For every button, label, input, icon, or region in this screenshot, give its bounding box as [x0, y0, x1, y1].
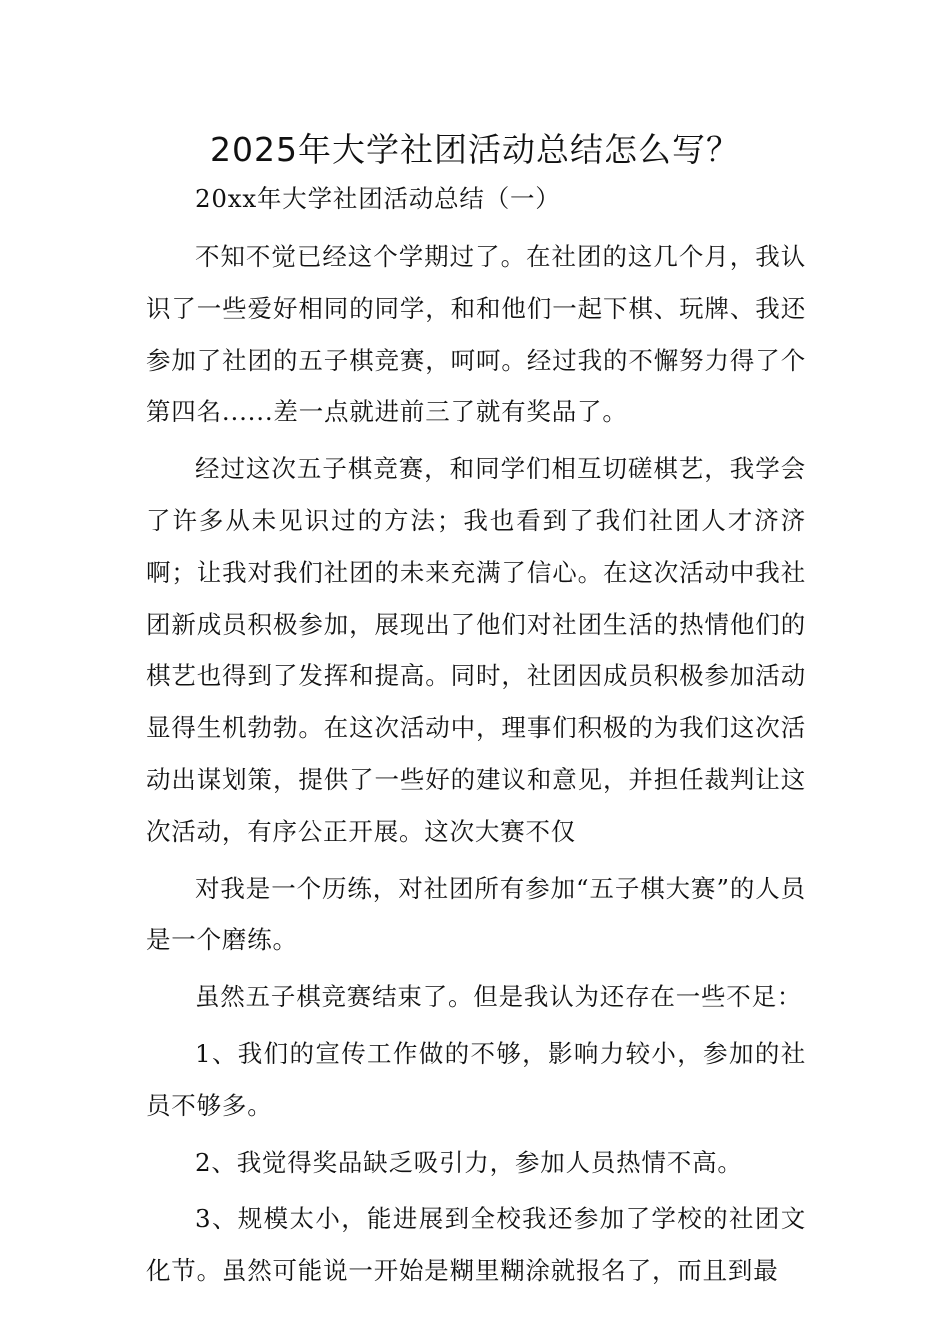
list-item-2: 2、我觉得奖品缺乏吸引力，参加人员热情不高。	[195, 1147, 743, 1177]
list-item-1: 1、我们的宣传工作做的不够，影响力较小，参加的社员不够多。	[146, 1038, 806, 1120]
document-body	[146, 180, 806, 1302]
document-title: 2025年大学社团活动总结怎么写？	[210, 130, 740, 169]
paragraph-3: 对我是一个历练，对社团所有参加“五子棋大赛”的人员是一个磨练。	[146, 873, 806, 955]
paragraph-1: 不知不觉已经这个学期过了。在社团的这几个月，我认识了一些爱好相同的同学，和和他们一起下棋、玩牌、我还参加了社团的五子棋竞赛，呵呵。经过我的不懈努力得了个第四名......差一点就进前三了就有奖品了。	[146, 242, 806, 427]
list-item-3: 3、规模太小，能进展到全校我还参加了学校的社团文化节。虽然可能说一开始是糊里糊涂就报名了，而且到最	[146, 1204, 806, 1286]
section-heading: 20xx年大学社团活动总结（一）	[195, 184, 561, 213]
paragraph-4: 虽然五子棋竞赛结束了。但是我认为还存在一些不足：	[195, 982, 803, 1012]
paragraph-2: 经过这次五子棋竞赛，和同学们相互切磋棋艺，我学会了许多从未见识过的方法；我也看到了我们社团人才济济啊；让我对我们社团的未来充满了信心。在这次活动中我社团新成员积极参加，展现出了他们对社团生活的热情他们的棋艺也得到了发挥和提高。同时，社团因成员积极参加活动显得生机勃勃。在这次活动中，理事们积极的为我们这次活动出谋划策，提供了一些好的建议和意见，并担任裁判让这次活动，有序公正开展。这次大赛不仅	[146, 454, 806, 846]
